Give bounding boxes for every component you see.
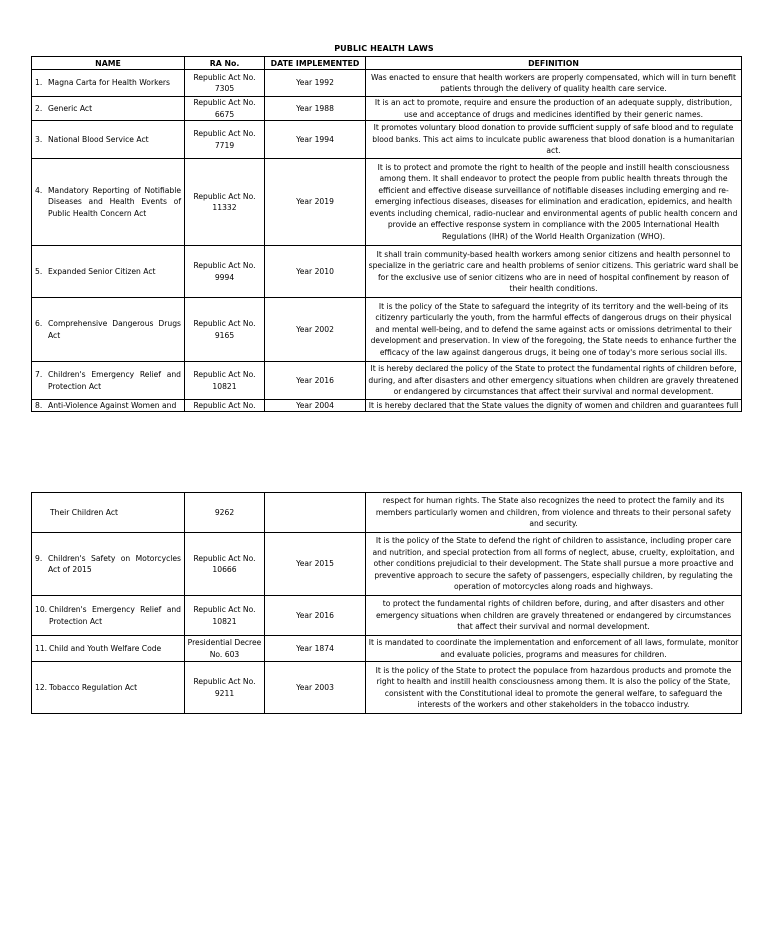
date-implemented-cell: Year 1992 bbox=[265, 70, 366, 97]
definition-cell: It is the policy of the State to protect the populace from hazardous products and promote the right to health and instill health consciousness among them. It is also the policy of the State, consistent with the Constitutional ideal to promote the general welfare, to safeguard the interests of the workers and other stakeholders in the tobacco industry. bbox=[366, 662, 742, 714]
date-implemented-cell: Year 2010 bbox=[265, 246, 366, 298]
law-name: Children's Emergency Relief and Protection Act bbox=[48, 370, 181, 391]
laws-table-page-2 bbox=[31, 492, 742, 714]
law-name: Expanded Senior Citizen Act bbox=[48, 266, 156, 276]
law-name-cell bbox=[32, 533, 185, 596]
table-row bbox=[32, 159, 742, 246]
law-name-cell bbox=[32, 596, 185, 636]
ra-number-cell bbox=[185, 596, 265, 636]
law-name: Their Children Act bbox=[50, 507, 118, 517]
law-name-cell bbox=[32, 636, 185, 662]
date-implemented-cell: Year 1988 bbox=[265, 97, 366, 121]
ra-number: 9211 bbox=[214, 688, 235, 698]
law-name: Anti-Violence Against Women and bbox=[48, 401, 177, 410]
table-row bbox=[32, 121, 742, 159]
definition-cell: It is an act to promote, require and ensure the production of an adequate supply, distribution, use and acceptance of drugs and medicines identified by their generic names. bbox=[366, 97, 742, 121]
law-name-cell bbox=[32, 97, 185, 121]
row-number: 3. bbox=[35, 134, 43, 144]
column-header-definition: DEFINITION bbox=[366, 57, 742, 70]
definition-cell: It shall train community-based health workers among senior citizens and health personnel to specialize in the geriatric care and health problems of senior citizens. This geriatric ward shall be for the exclusive use of senior citizens who are in need of hospital confinement by reason of their health conditions. bbox=[366, 246, 742, 298]
ra-number-cell bbox=[185, 400, 265, 412]
definition-cell: Was enacted to ensure that health workers are properly compensated, which will in turn benefit patients through the delivery of quality health care service. bbox=[366, 70, 742, 97]
table-row bbox=[32, 533, 742, 596]
ra-type: Republic Act No. bbox=[193, 319, 256, 329]
date-implemented-cell: Year 2016 bbox=[265, 362, 366, 400]
law-name-cell bbox=[32, 121, 185, 159]
ra-type: Republic Act No. bbox=[193, 677, 256, 687]
column-header-name: NAME bbox=[32, 57, 185, 70]
law-name: Magna Carta for Health Workers bbox=[48, 78, 170, 88]
definition-cell: It is mandated to coordinate the implementation and enforcement of all laws, formulate, monitor and evaluate policies, programs and measures for children. bbox=[366, 636, 742, 662]
law-name: Comprehensive Dangerous Drugs Act bbox=[48, 319, 181, 340]
definition-cell: It is the policy of the State to safeguard the integrity of its territory and the well-being of its citizenry particularly the youth, from the harmful effects of dangerous drugs on their physical and mental well-being, and to defend the same against acts or omissions detrimental to their development and preservation. In view of the foregoing, the State needs to enhance further the efficacy of the law against dangerous drugs, it being one of today's more serious social ills. bbox=[366, 298, 742, 362]
table-row bbox=[32, 298, 742, 362]
column-header-ra-no: RA No. bbox=[185, 57, 265, 70]
ra-number-cell bbox=[185, 97, 265, 121]
ra-type: Republic Act No. bbox=[193, 129, 256, 139]
date-implemented-cell: Year 2004 bbox=[265, 400, 366, 412]
date-implemented-cell: Year 2019 bbox=[265, 159, 366, 246]
law-name-cell bbox=[32, 493, 185, 533]
ra-type: Republic Act No. bbox=[193, 370, 256, 380]
table-row bbox=[32, 246, 742, 298]
row-number: 4. bbox=[35, 185, 43, 195]
table-row bbox=[32, 596, 742, 636]
ra-number-cell bbox=[185, 636, 265, 662]
date-implemented-cell: Year 2002 bbox=[265, 298, 366, 362]
ra-number: 11332 bbox=[212, 203, 237, 212]
law-name: Mandatory Reporting of Notifiable Diseases and Health Events of Public Health Concern Act bbox=[48, 185, 181, 218]
ra-number-cell bbox=[185, 70, 265, 97]
row-number: 10. bbox=[35, 605, 48, 615]
definition-cell: It promotes voluntary blood donation to provide sufficient supply of safe blood and to regulate blood banks. This act aims to inculcate public awareness that blood donation is a humanitarian act. bbox=[366, 121, 742, 159]
row-number: 1. bbox=[35, 78, 43, 88]
table-row bbox=[32, 493, 742, 533]
law-name-cell bbox=[32, 70, 185, 97]
row-number bbox=[35, 507, 50, 518]
definition-cell: It is the policy of the State to defend the right of children to assistance, including proper care and nutrition, and special protection from all forms of neglect, abuse, cruelty, exploitation, and other conditions prejudicial to their development. The State shall pursue a more proactive and preventive approach to secure the safety of passengers, especially children, by regulating the operation of motorcycles along roads and highways. bbox=[366, 533, 742, 596]
date-implemented-cell: Year 2015 bbox=[265, 533, 366, 596]
ra-number: 10821 bbox=[212, 616, 237, 626]
ra-number: Republic Act No. bbox=[193, 401, 256, 410]
ra-number: No. 603 bbox=[209, 649, 240, 659]
date-implemented-cell: Year 1874 bbox=[265, 636, 366, 662]
ra-number-cell bbox=[185, 662, 265, 714]
law-name: National Blood Service Act bbox=[48, 134, 149, 144]
definition-cell: respect for human rights. The State also recognizes the need to protect the family and its members particularly women and children, from violence and threats to their personal safety and security. bbox=[366, 493, 742, 533]
ra-number: 10821 bbox=[212, 381, 237, 391]
table-row bbox=[32, 400, 742, 412]
law-name-cell bbox=[32, 159, 185, 246]
date-implemented-cell bbox=[265, 493, 366, 533]
laws-table-page-1 bbox=[31, 56, 742, 412]
law-name-cell bbox=[32, 362, 185, 400]
row-number: 6. bbox=[35, 319, 43, 329]
table-row bbox=[32, 362, 742, 400]
law-name: Child and Youth Welfare Code bbox=[49, 643, 162, 653]
ra-number-cell bbox=[185, 159, 265, 246]
law-name-cell bbox=[32, 246, 185, 298]
ra-number: 7719 bbox=[214, 140, 235, 150]
law-name-cell bbox=[32, 298, 185, 362]
row-number: 8. bbox=[35, 401, 43, 410]
row-number: 7. bbox=[35, 370, 43, 380]
page-title: PUBLIC HEALTH LAWS bbox=[334, 44, 434, 53]
ra-number-cell bbox=[185, 533, 265, 596]
ra-number-cell bbox=[185, 246, 265, 298]
ra-number: 9165 bbox=[214, 330, 235, 340]
law-name: Generic Act bbox=[48, 103, 93, 113]
row-number: 2. bbox=[35, 103, 43, 113]
date-implemented-cell: Year 1994 bbox=[265, 121, 366, 159]
definition-cell: It is hereby declared that the State values the dignity of women and children and guarantees full bbox=[366, 400, 742, 412]
ra-type: Republic Act No. bbox=[193, 605, 256, 615]
row-number: 11. bbox=[35, 643, 48, 653]
law-name-cell bbox=[32, 662, 185, 714]
law-name-cell bbox=[32, 400, 185, 412]
ra-type: Republic Act No. bbox=[193, 261, 256, 271]
ra-type: Republic Act No. bbox=[193, 98, 256, 108]
table-row bbox=[32, 97, 742, 121]
table-row bbox=[32, 636, 742, 662]
law-name: Tobacco Regulation Act bbox=[49, 682, 138, 692]
ra-type: Presidential Decree bbox=[187, 638, 262, 648]
table-row bbox=[32, 70, 742, 97]
definition-cell: to protect the fundamental rights of children before, during, and after disasters and other emergency situations when children are gravely threatened or endangered by circumstances that affect their survival and normal development. bbox=[366, 596, 742, 636]
ra-number: 10666 bbox=[212, 565, 237, 574]
law-name: Children's Safety on Motorcycles Act of 2015 bbox=[48, 553, 181, 574]
ra-type: Republic Act No. bbox=[193, 72, 256, 82]
ra-type: Republic Act No. bbox=[193, 553, 256, 563]
ra-number: 7305 bbox=[214, 84, 235, 93]
ra-number-cell bbox=[185, 493, 265, 533]
date-implemented-cell: Year 2016 bbox=[265, 596, 366, 636]
ra-number: 6675 bbox=[214, 109, 235, 119]
row-number: 12. bbox=[35, 682, 48, 692]
date-implemented-cell: Year 2003 bbox=[265, 662, 366, 714]
row-number: 5. bbox=[35, 266, 43, 276]
table-header-row bbox=[32, 57, 742, 70]
ra-number: 9262 bbox=[214, 507, 235, 517]
ra-number-cell bbox=[185, 362, 265, 400]
table-row bbox=[32, 662, 742, 714]
ra-type: Republic Act No. bbox=[193, 191, 256, 201]
definition-cell: It is to protect and promote the right to health of the people and instill health consciousness among them. It shall endeavor to protect the people from public health threats through the efficient and effective disease surveillance of notifiable diseases including emerging and re-emerging infectious diseases, diseases for elimination and eradication, epidemics, and health events including chemical, radio-nuclear and environmental agents of public health concern and provide an effective response system in compliance with the 2005 International Health Regulations (IHR) of the World Health Organization (WHO). bbox=[366, 159, 742, 246]
ra-number-cell bbox=[185, 121, 265, 159]
definition-cell: It is hereby declared the policy of the State to protect the fundamental rights of children before, during, and after disasters and other emergency situations when children are gravely threatened or endangered by circumstances that affect their survival and normal development. bbox=[366, 362, 742, 400]
ra-number: 9994 bbox=[214, 272, 235, 282]
column-header-date-implemented: DATE IMPLEMENTED bbox=[265, 57, 366, 70]
law-name: Children's Emergency Relief and Protection Act bbox=[49, 605, 181, 626]
row-number: 9. bbox=[35, 553, 43, 563]
ra-number-cell bbox=[185, 298, 265, 362]
